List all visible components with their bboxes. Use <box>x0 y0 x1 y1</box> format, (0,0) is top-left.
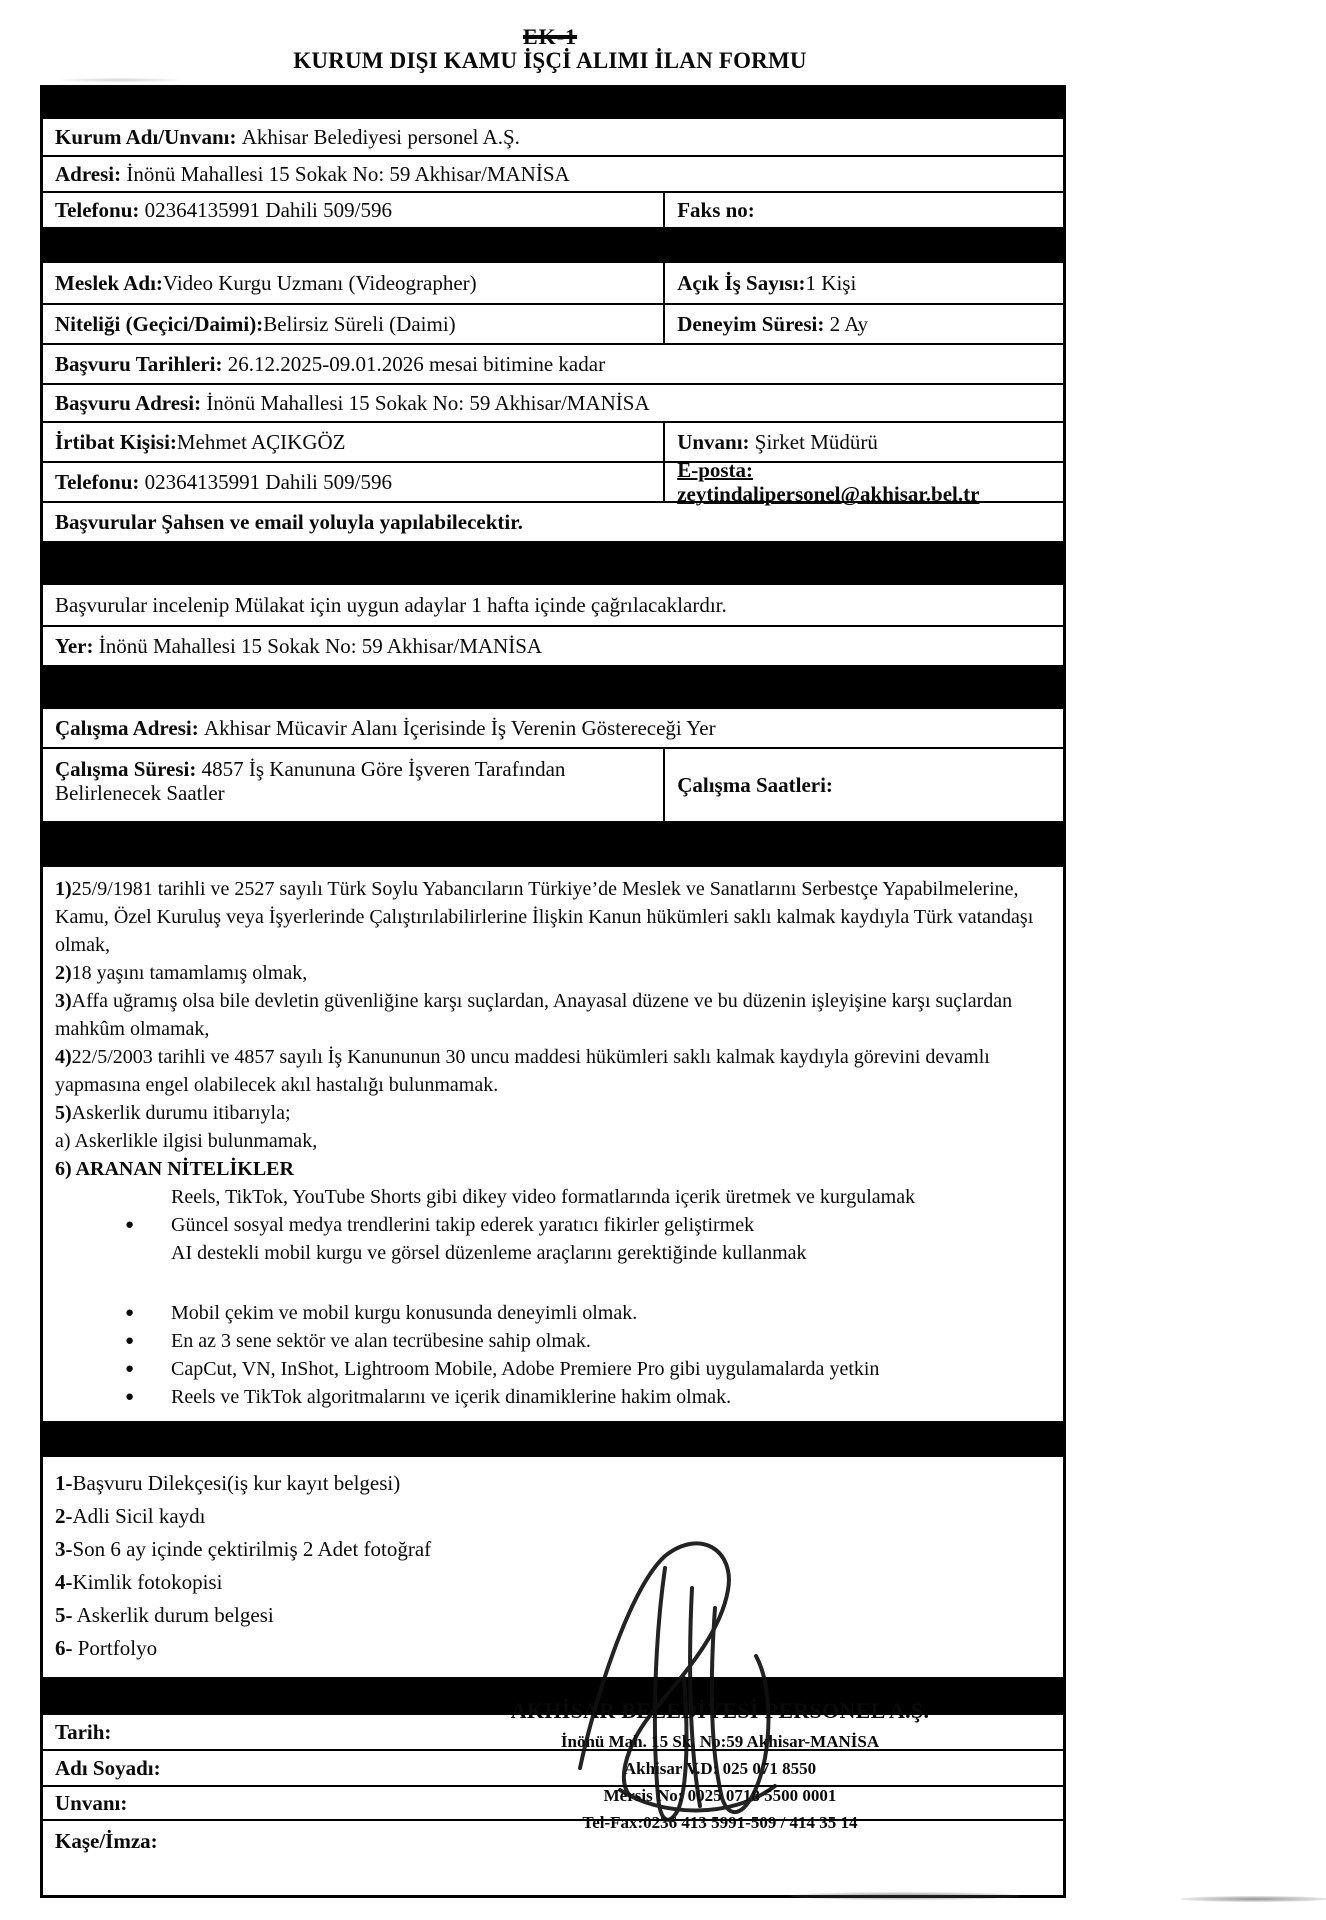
condition-item <box>55 959 1049 987</box>
telefon-cell <box>43 193 665 227</box>
condition-number: 1) <box>55 878 72 900</box>
annex-tag-strikethrough: EK-1 <box>522 24 578 49</box>
qualification-text: Mobil çekim ve mobil kurgu konusunda deneyimli olmak. <box>171 1302 638 1324</box>
form-title: KURUM DIŞI KAMU İŞÇİ ALIMI İLAN FORMU <box>293 48 807 73</box>
documents-section <box>43 1457 1063 1677</box>
telefon-value: 02364135991 Dahili 509/596 <box>139 197 392 222</box>
telefon-label: Telefonu: <box>55 197 140 222</box>
qualification-text: Güncel sosyal medya trendlerini takip ederek yaratıcı fikirler geliştirmek <box>171 1214 755 1236</box>
stamp-company-name: AKHİSAR BELEDİYESİ PERSONEL A.Ş. <box>510 1698 930 1723</box>
condition-item <box>55 1043 1049 1099</box>
document-text: Adli Sicil kaydı <box>72 1504 206 1528</box>
row-calisma-suresi <box>43 747 1063 821</box>
row-nitelik <box>43 303 1063 343</box>
unvan-cell <box>665 430 1063 454</box>
bullet-icon: ● <box>125 1389 135 1405</box>
qualification-text: CapCut, VN, InShot, Lightroom Mobile, Adobe Premiere Pro gibi uygulamalarda yetkin <box>171 1358 880 1380</box>
qualification-text: AI destekli mobil kurgu ve görsel düzenleme araçlarını gerektiğinde kullanmak <box>171 1242 807 1264</box>
kurum-adi-label: Kurum Adı/Unvanı: <box>55 124 237 149</box>
qualification-item <box>55 1327 1049 1355</box>
section-divider-bar <box>43 541 1063 585</box>
qualification-text: Reels, TikTok, YouTube Shorts gibi dikey video formatlarında içerik üretmek ve kurgulamak <box>171 1186 916 1208</box>
condition-item <box>55 875 1049 959</box>
bullet-icon: ● <box>125 1305 135 1321</box>
unvani-label: Unvanı: <box>55 1790 128 1815</box>
row-tarih <box>43 1715 1063 1749</box>
irtibat-value: Mehmet AÇIKGÖZ <box>176 429 346 454</box>
telefon2-label: Telefonu: <box>55 469 140 494</box>
calisma-suresi-value: 4857 İş Kanununa Göre İşveren Tarafından Belirlenecek Saatler <box>55 757 571 806</box>
section-divider-bar <box>43 85 1063 119</box>
condition-text: 25/9/1981 tarihli ve 2527 sayılı Türk Soylu Yabancıların Türkiye’de Meslek ve Sanatlarını Serbestçe Yapabilmelerine, Kamu, Özel Kuruluş veya İşyerlerinde Çalıştırılabilirlerine İlişkin Kanun hükümleri saklı kalmak kaydıyla Türk vatandaşı olmak, <box>55 878 1034 956</box>
nitelik-value: Belirsiz Süreli (Daimi) <box>263 311 456 336</box>
sahsen-note-cell <box>43 510 1063 534</box>
qualification-item <box>55 1183 1049 1211</box>
yer-label: Yer: <box>55 633 94 658</box>
condition-number: 5) <box>55 1102 72 1124</box>
stamp-tel-fax: Tel-Fax:0236 413 5991-509 / 414 35 14 <box>582 1813 858 1832</box>
document-text: Başvuru Dilekçesi(iş kur kayıt belgesi) <box>72 1471 401 1495</box>
scan-artifact <box>1180 1896 1326 1902</box>
adres-label: Adresi: <box>55 161 122 186</box>
section-divider-bar <box>43 665 1063 709</box>
mulakat-note-text: Başvurular incelenip Mülakat için uygun adaylar 1 hafta içinde çağrılacaklardır. <box>55 592 727 617</box>
eposta-label: E-posta: <box>677 457 754 482</box>
yer-cell <box>43 634 1063 658</box>
adres-cell <box>43 162 1063 186</box>
row-adi-soyadi <box>43 1749 1063 1785</box>
tarih-label: Tarih: <box>55 1719 112 1744</box>
qualification-item <box>55 1211 1049 1239</box>
document-number: 3- <box>55 1537 73 1561</box>
condition-text: Askerlikle ilgisi bulunmamak, <box>70 1130 318 1152</box>
row-telefon-faks <box>43 191 1063 227</box>
calisma-saatleri-cell <box>665 773 1063 797</box>
deneyim-value: 2 Ay <box>824 311 868 336</box>
requirements-section <box>43 867 1063 1421</box>
form-annex-tag <box>0 24 1100 50</box>
condition-number: 4) <box>55 1046 72 1068</box>
qualification-text: En az 3 sene sektör ve alan tecrübesine sahip olmak. <box>171 1330 591 1352</box>
document-number: 4- <box>55 1570 73 1594</box>
kurum-adi-value: Akhisar Belediyesi personel A.Ş. <box>236 124 520 149</box>
document-number: 6- <box>55 1636 73 1660</box>
acik-is-value: 1 Kişi <box>805 270 857 295</box>
condition-text: 18 yaşını tamamlamış olmak, <box>71 962 308 984</box>
acik-is-label: Açık İş Sayısı: <box>677 270 806 295</box>
irtibat-label: İrtibat Kişisi: <box>55 429 177 454</box>
document-number: 5- <box>55 1603 73 1627</box>
row-basvuru-adresi <box>43 383 1063 421</box>
tarih-cell <box>43 1720 1063 1744</box>
unvan-value: Şirket Müdürü <box>749 429 878 454</box>
telefon2-value: 02364135991 Dahili 509/596 <box>139 469 392 494</box>
condition-item <box>55 1099 1049 1127</box>
scan-artifact <box>60 78 180 82</box>
row-meslek <box>43 263 1063 303</box>
section-divider-bar <box>43 1677 1063 1715</box>
qualification-item <box>55 1299 1049 1327</box>
meslek-cell <box>43 263 665 303</box>
row-calisma-adresi <box>43 709 1063 747</box>
deneyim-label: Deneyim Süresi: <box>677 311 825 336</box>
basvuru-tarihleri-cell <box>43 352 1063 376</box>
adi-soyadi-label: Adı Soyadı: <box>55 1755 161 1780</box>
calisma-suresi-label: Çalışma Süresi: <box>55 757 197 781</box>
unvan-label: Unvanı: <box>677 429 750 454</box>
kase-imza-label: Kaşe/İmza: <box>55 1829 158 1853</box>
stamp-address: İnönü Mah. 15 Sk. No:59 Akhisar-MANİSA <box>560 1732 880 1751</box>
faks-label: Faks no: <box>677 197 755 222</box>
adres-value: İnönü Mahallesi 15 Sokak No: 59 Akhisar/MANİSA <box>121 161 570 186</box>
document-item <box>55 1500 1051 1533</box>
eposta-value: zeytindalipersonel@akhisar.bel.tr <box>677 482 980 506</box>
row-kurum-adi <box>43 119 1063 155</box>
meslek-label: Meslek Adı: <box>55 270 163 295</box>
adi-soyadi-cell <box>43 1756 1063 1780</box>
calisma-adresi-value: Akhisar Mücavir Alanı İçerisinde İş Verenin Göstereceği Yer <box>198 715 716 740</box>
basvuru-adresi-label: Başvuru Adresi: <box>55 390 202 415</box>
document-item <box>55 1533 1051 1566</box>
eposta-cell <box>665 458 1063 506</box>
row-kase-imza <box>43 1819 1063 1895</box>
handwritten-signature <box>560 1528 790 1848</box>
condition-item <box>55 987 1049 1043</box>
document-text: Askerlik durum belgesi <box>72 1603 274 1627</box>
basvuru-tarihleri-label: Başvuru Tarihleri: <box>55 351 223 376</box>
row-adres <box>43 155 1063 191</box>
unvani-cell <box>43 1791 1063 1815</box>
condition-item <box>55 1127 1049 1155</box>
row-sahsen-note <box>43 501 1063 541</box>
condition-text: Askerlik durumu itibarıyla; <box>71 1102 291 1124</box>
condition-text: a) <box>55 1130 71 1152</box>
condition-text: 22/5/2003 tarihli ve 4857 sayılı İş Kanununun 30 uncu maddesi hükümleri saklı kalmak kaydıyla görevini devamlı yapmasına engel olabilecek akıl hastalığı bulunmamak. <box>55 1046 990 1096</box>
document-text: Portfolyo <box>72 1636 158 1660</box>
document-item <box>55 1566 1051 1599</box>
stamp-tax-office: Akhisar V.D: 025 071 8550 <box>623 1759 817 1778</box>
calisma-suresi-cell <box>43 749 665 821</box>
sahsen-note-text: Başvurular Şahsen ve email yoluyla yapılabilecektir. <box>55 509 523 534</box>
faks-cell <box>665 198 1063 222</box>
irtibat-cell <box>43 423 665 461</box>
qualification-item <box>55 1355 1049 1383</box>
row-yer <box>43 625 1063 665</box>
row-unvani <box>43 1785 1063 1819</box>
row-irtibat <box>43 421 1063 461</box>
qualification-item <box>55 1239 1049 1267</box>
document-number: 1- <box>55 1471 73 1495</box>
document-item <box>55 1632 1051 1665</box>
nitelik-cell <box>43 305 665 343</box>
document-item <box>55 1467 1051 1500</box>
basvuru-tarihleri-value: 26.12.2025-09.01.2026 mesai bitimine kadar <box>222 351 606 376</box>
yer-value: İnönü Mahallesi 15 Sokak No: 59 Akhisar/MANİSA <box>93 633 543 658</box>
scan-artifact <box>790 1892 1020 1900</box>
row-mulakat-note <box>43 585 1063 625</box>
deneyim-cell <box>665 312 1063 336</box>
form-table <box>40 85 1066 1898</box>
kurum-adi-cell <box>43 125 1063 149</box>
document-item <box>55 1599 1051 1632</box>
qualification-item <box>55 1383 1049 1411</box>
bullet-icon: ● <box>125 1333 135 1349</box>
acik-is-cell <box>665 271 1063 295</box>
row-telefon-eposta <box>43 457 1063 506</box>
row-basvuru-tarihleri <box>43 343 1063 383</box>
mulakat-note-cell <box>43 593 1063 617</box>
basvuru-adresi-value: İnönü Mahallesi 15 Sokak No: 59 Akhisar/MANİSA <box>201 390 650 415</box>
document-text: Son 6 ay içinde çektirilmiş 2 Adet fotoğraf <box>72 1537 432 1561</box>
kase-imza-cell <box>43 1821 1063 1853</box>
calisma-adresi-label: Çalışma Adresi: <box>55 715 199 740</box>
basvuru-adresi-cell <box>43 391 1063 415</box>
qualification-text: Reels ve TikTok algoritmalarını ve içerik dinamiklerine hakim olmak. <box>171 1386 732 1408</box>
section-divider-bar <box>43 821 1063 867</box>
condition-number: 3) <box>55 990 72 1012</box>
document-text: Kimlik fotokopisi <box>72 1570 223 1594</box>
section-divider-bar <box>43 1421 1063 1457</box>
calisma-saatleri-label: Çalışma Saatleri: <box>677 772 833 797</box>
bullet-icon: ● <box>125 1361 135 1377</box>
calisma-adresi-cell <box>43 716 1063 740</box>
section-divider-bar <box>43 227 1063 263</box>
nitelik-label: Niteliği (Geçici/Daimi): <box>55 311 264 336</box>
meslek-value: Video Kurgu Uzmanı (Videographer) <box>162 270 477 295</box>
stamp-mersis-no: Mersis No: 0025 0718 5500 0001 <box>603 1786 837 1805</box>
aranan-nitelikler-heading: 6) ARANAN NİTELİKLER <box>55 1158 294 1180</box>
condition-number: 2) <box>55 962 72 984</box>
document-number: 2- <box>55 1504 73 1528</box>
telefon2-cell <box>43 463 665 501</box>
bullet-icon: ● <box>125 1217 135 1233</box>
condition-text: Affa uğramış olsa bile devletin güvenliğine karşı suçlardan, Anayasal düzene ve bu düzenin işleyişine karşı suçlardan mahkûm olmamak, <box>55 990 1013 1040</box>
